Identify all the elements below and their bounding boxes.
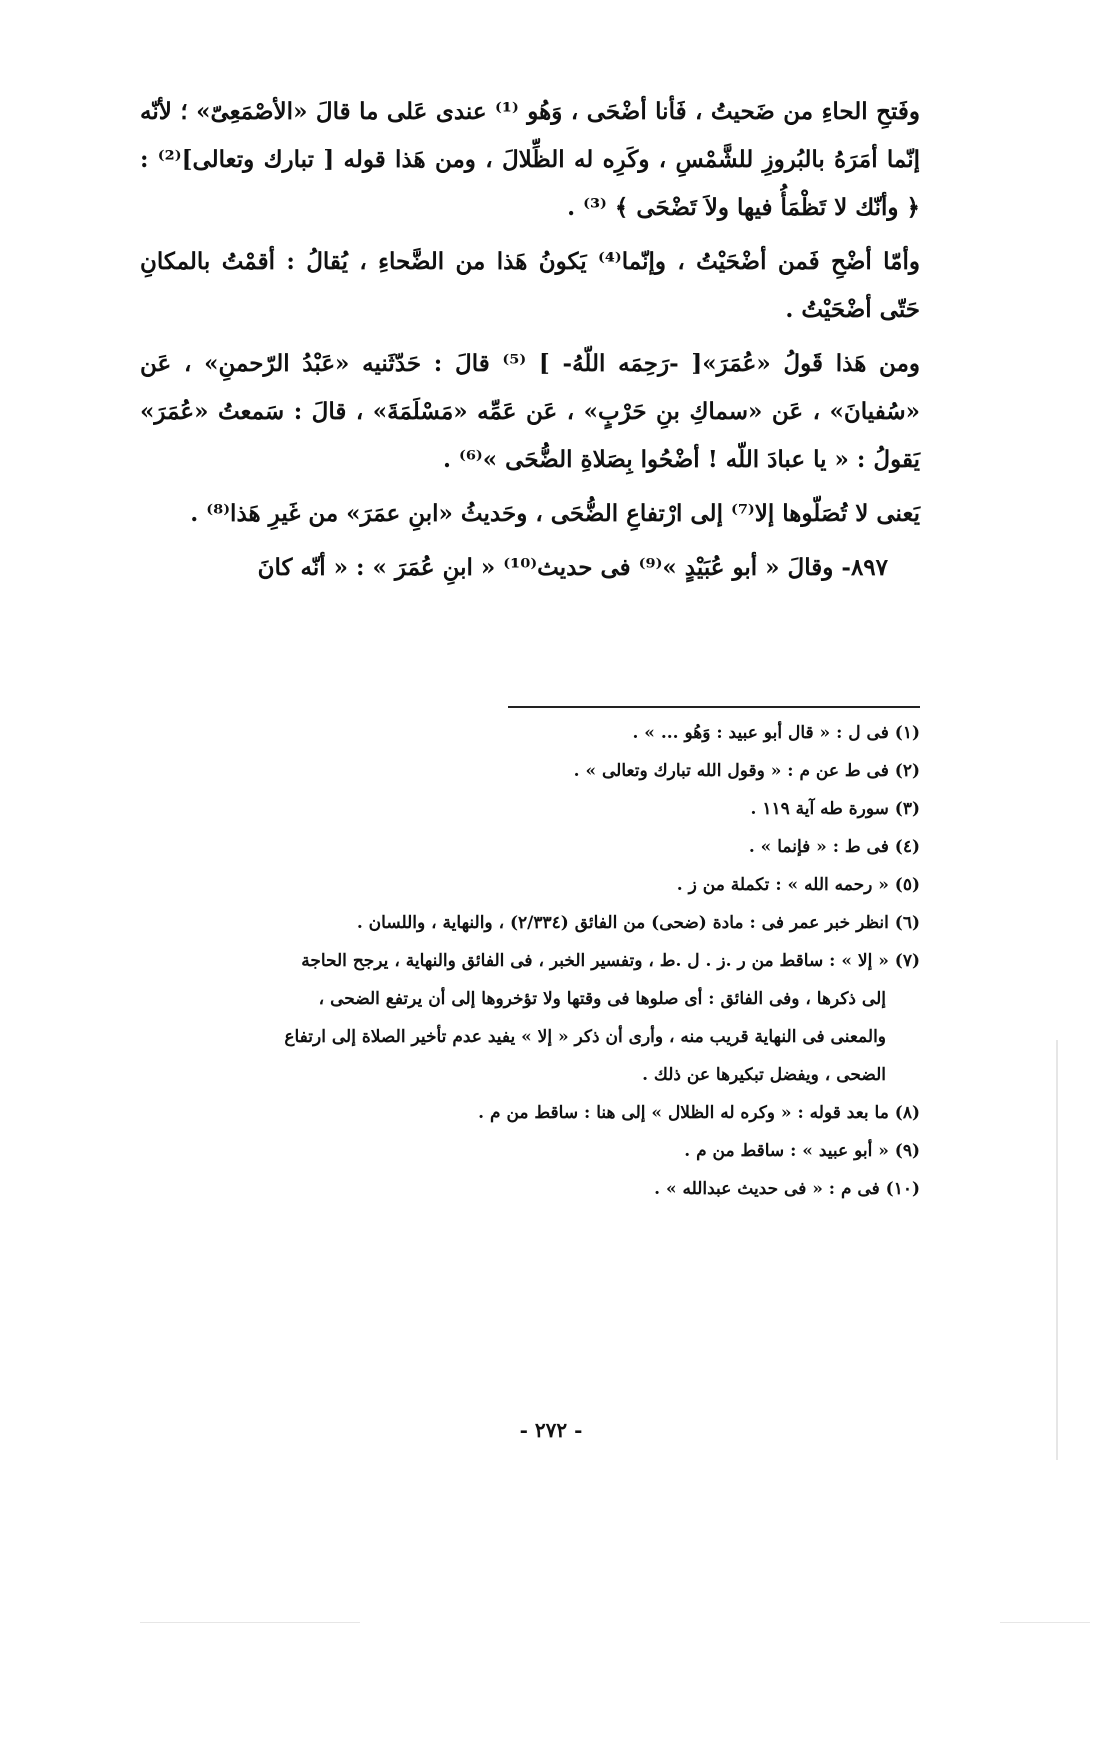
- scan-edge-line: [140, 1622, 360, 1623]
- footnote-9: (٩) « أبو عبيد » : ساقط من م .: [684, 1141, 920, 1161]
- footnote-3: (٣) سورة طه آية ١١٩ .: [750, 799, 920, 819]
- scan-edge-line: [1000, 1622, 1090, 1623]
- main-text: [140, 88, 920, 598]
- paragraph-4: يَعنى لا تُصَلّوها إلا⁽⁷⁾ إلى ارْتفاعِ الضُّحَى ، وحَديثُ «ابنِ عمَرَ» من غَيرِ هَذا⁽⁸⁾ .: [190, 500, 920, 527]
- footnote-5: (٥) « رحمه الله » : تكملة من ز .: [676, 875, 920, 895]
- footnote-6: (٦) انظر خبر عمر فى : مادة (ضحى) من الفائق (٢/٣٣٤) ، والنهاية ، واللسان .: [356, 913, 920, 933]
- footnote-7: (٧) « إلا » : ساقط من ر .ز . ل .ط ، وتفسير الخبر ، فى الفائق والنهاية ، يرجح الحاجة: [301, 951, 920, 971]
- footnote-7-continued: الضحى ، ويفضل تبكيرها عن ذلك .: [642, 1065, 886, 1085]
- paragraph-5: ٨٩٧- وقالَ « أبو عُبَيْدٍ »⁽⁹⁾ فى حديث⁽¹⁰⁾ « ابنِ عُمَرَ » : « أنّه كانَ: [257, 554, 888, 581]
- footnote-7-continued: إلى ذكرها ، وفى الفائق : أى صلوها فى وقتها ولا تؤخروها إلى أن يرتفع الضحى ،: [318, 989, 886, 1009]
- footnote-10: (١٠) فى م : « فى حديث عبدالله » .: [654, 1179, 920, 1199]
- paragraph-1: وفَتحِ الحاءِ من ضَحيتُ ، فَأنا أضْحَى ، وَهُو ⁽¹⁾ عندى عَلى ما قالَ «الأصْمَعِىّ» ؛ لأنّه إنّما أمَرَهُ بالبُروزِ للشَّمْسِ ، وكَرِه له الظِّلالَ ، ومن هَذا قوله [ تبارك وتعالى]⁽²⁾ : ﴿ وأنّك لا تَظْمَأُ فيها ولاَ تَضْحَى ﴾ ⁽³⁾ .: [140, 98, 921, 221]
- footnote-4: (٤) فى ط : « فإنما » .: [748, 837, 920, 857]
- paragraph-2: وأمّا أضْحِ فَمن أضْحَيْتُ ، وإنّما⁽⁴⁾ يَكونُ هَذا من الضَّحاءِ ، يُقالُ : أقمْتُ بالمكانِ حَتّى أضْحَيْتُ .: [140, 248, 920, 323]
- footnote-7-continued: والمعنى فى النهاية قريب منه ، وأرى أن ذكر « إلا » يفيد عدم تأخير الصلاة إلى ارتفاع: [284, 1027, 886, 1047]
- paragraph-3: ومن هَذا قَولُ «عُمَرَ»[ -رَحِمَه اللّهُ- ] ⁽⁵⁾ قالَ : حَدّثَنيه «عَبْدُ الرّحمنِ» ، عَن «سُفيانَ» ، عَن «سماكِ بنِ حَرْبٍ» ، عَن عَمِّه «مَسْلَمَةَ» ، قالَ : سَمعتُ «عُمَرَ» يَقولُ : « يا عبادَ اللّه ! أضْحُوا بِصَلاةِ الضُّحَى »⁽⁶⁾ .: [140, 350, 920, 473]
- scan-edge-line: [1056, 1040, 1058, 1460]
- page-number: - ٢٧٢ -: [519, 1418, 583, 1442]
- footnote-1: (١) فى ل : « قال أبو عبيد : وَهُو ... » .: [632, 723, 920, 743]
- footnotes: [140, 718, 920, 1212]
- footnote-divider: [508, 706, 920, 708]
- footnote-2: (٢) فى ط عن م : « وقول الله تبارك وتعالى » .: [573, 761, 920, 781]
- footnote-8: (٨) ما بعد قوله : « وكره له الظلال » إلى هنا : ساقط من م .: [478, 1103, 920, 1123]
